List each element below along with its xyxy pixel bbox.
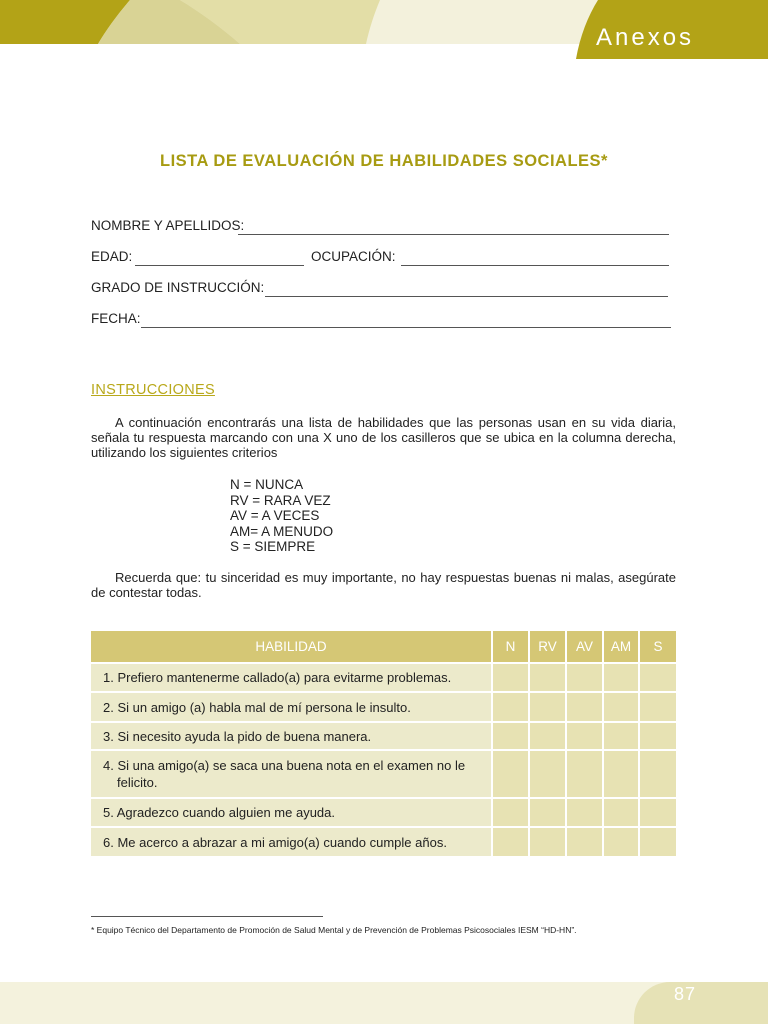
- grado-line[interactable]: [265, 296, 668, 297]
- skill-text: 3. Si necesito ayuda la pido de buena manera.: [103, 728, 372, 744]
- footnote-divider: [91, 916, 323, 917]
- answer-cell-n[interactable]: [492, 798, 529, 827]
- skill-text: 5. Agradezco cuando alguien me ayuda.: [103, 805, 336, 820]
- column-header-av: AV: [566, 631, 603, 663]
- answer-cell-n[interactable]: [492, 692, 529, 722]
- skill-text: 6. Me acerco a abrazar a mi amigo(a) cuando cumple años.: [103, 834, 447, 850]
- answer-cell-rv[interactable]: [529, 692, 566, 722]
- column-header-n: N: [492, 631, 529, 663]
- section-label: Anexos: [596, 24, 695, 51]
- page-number: 87: [674, 984, 697, 1004]
- answer-cell-am[interactable]: [603, 722, 639, 750]
- answer-cell-am[interactable]: [603, 692, 639, 722]
- answer-cell-s[interactable]: [639, 722, 676, 750]
- field-label-fecha: FECHA:: [91, 311, 141, 326]
- field-label-nombre: NOMBRE Y APELLIDOS:: [91, 218, 245, 233]
- instructions-heading: INSTRUCCIONES: [91, 382, 215, 398]
- answer-cell-rv[interactable]: [529, 663, 566, 692]
- criteria-item: S = SIEMPRE: [230, 539, 316, 554]
- answer-cell-av[interactable]: [566, 798, 603, 827]
- instructions-reminder: Recuerda que: tu sinceridad es muy importante, no hay respuestas buenas ni malas, asegúrate de contestar todas.: [91, 570, 676, 600]
- answer-cell-s[interactable]: [639, 663, 676, 692]
- answer-cell-n[interactable]: [492, 722, 529, 750]
- table-row: [91, 692, 676, 722]
- answer-cell-am[interactable]: [603, 750, 639, 798]
- criteria-item: RV = RARA VEZ: [230, 492, 331, 508]
- answer-cell-av[interactable]: [566, 827, 603, 856]
- answer-cell-rv[interactable]: [529, 722, 566, 750]
- instructions-intro: A continuación encontrarás una lista de habilidades que las personas usan en su vida diaria, señala tu respuesta marcando con una X uno de los casilleros que se ubica en la columna derecha, utilizando los siguientes criterios: [91, 415, 676, 460]
- skills-table: [91, 631, 676, 856]
- ocupacion-line[interactable]: [401, 265, 669, 266]
- field-label-grado: GRADO DE INSTRUCCIÓN:: [91, 280, 265, 295]
- table-row: [91, 798, 676, 827]
- criteria-item: AM= A MENUDO: [230, 523, 334, 539]
- page-title: LISTA DE EVALUACIÓN DE HABILIDADES SOCIALES*: [160, 152, 608, 170]
- answer-cell-am[interactable]: [603, 798, 639, 827]
- column-header-habilidad: HABILIDAD: [91, 631, 492, 663]
- table-row: [91, 722, 676, 750]
- nombre-line[interactable]: [238, 234, 669, 235]
- answer-cell-s[interactable]: [639, 692, 676, 722]
- answer-cell-av[interactable]: [566, 663, 603, 692]
- skill-text: 1. Prefiero mantenerme callado(a) para evitarme problemas.: [103, 670, 452, 685]
- column-header-s: S: [639, 631, 676, 663]
- criteria-list: [230, 477, 333, 555]
- answer-cell-av[interactable]: [566, 722, 603, 750]
- answer-cell-rv[interactable]: [529, 798, 566, 827]
- criteria-item: AV = A VECES: [230, 508, 320, 523]
- answer-cell-am[interactable]: [603, 827, 639, 856]
- skill-text: 2. Si un amigo (a) habla mal de mí persona le insulto.: [103, 699, 411, 715]
- field-label-ocupacion: OCUPACIÓN:: [311, 249, 396, 264]
- footnote: * Equipo Técnico del Departamento de Promoción de Salud Mental y de Prevención de Problemas Psicosociales IESM “HD-HN”.: [91, 925, 577, 935]
- edad-line[interactable]: [135, 265, 304, 266]
- table-row: [91, 663, 676, 692]
- table-row: [91, 827, 676, 856]
- answer-cell-s[interactable]: [639, 798, 676, 827]
- criteria-item: N = NUNCA: [230, 477, 304, 492]
- skill-text: 4. Si una amigo(a) se saca una buena nota en el examen no le felicito.: [103, 758, 466, 790]
- table-header-row: [91, 631, 676, 663]
- column-header-am: AM: [603, 631, 639, 663]
- answer-cell-n[interactable]: [492, 827, 529, 856]
- column-header-rv: RV: [529, 631, 566, 663]
- table-row: [91, 750, 676, 798]
- answer-cell-rv[interactable]: [529, 827, 566, 856]
- answer-cell-n[interactable]: [492, 750, 529, 798]
- answer-cell-av[interactable]: [566, 692, 603, 722]
- answer-cell-am[interactable]: [603, 663, 639, 692]
- answer-cell-s[interactable]: [639, 827, 676, 856]
- answer-cell-s[interactable]: [639, 750, 676, 798]
- answer-cell-n[interactable]: [492, 663, 529, 692]
- answer-cell-av[interactable]: [566, 750, 603, 798]
- answer-cell-rv[interactable]: [529, 750, 566, 798]
- fecha-line[interactable]: [141, 327, 671, 328]
- field-label-edad: EDAD:: [91, 249, 133, 264]
